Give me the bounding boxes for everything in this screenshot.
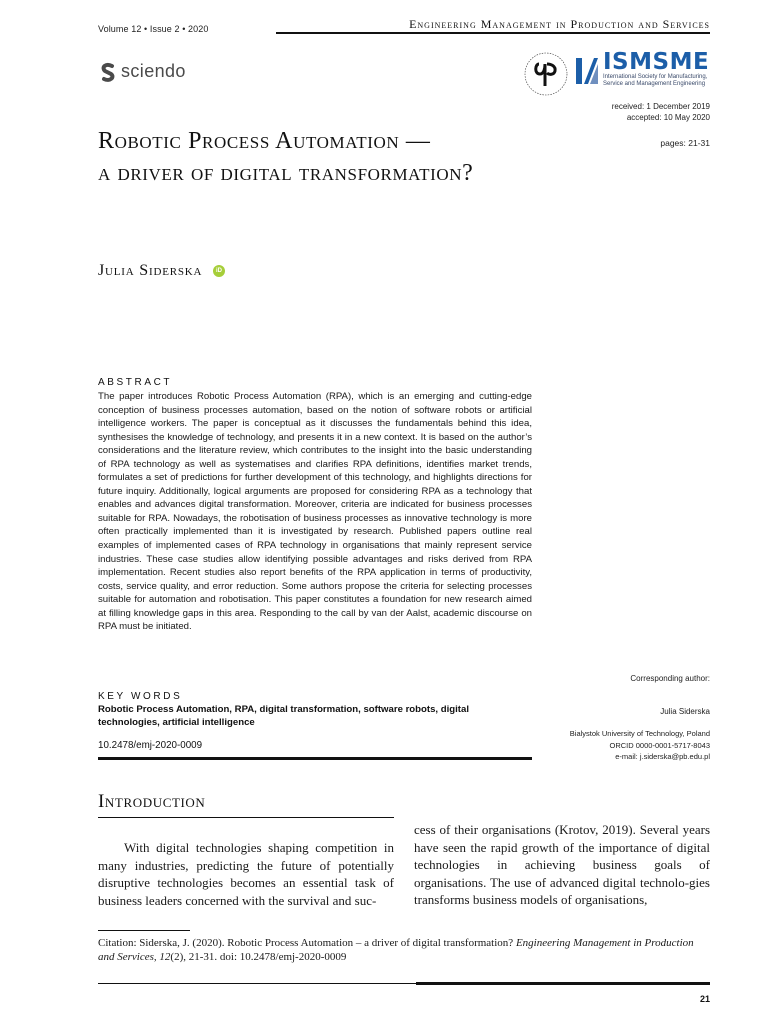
ismsme-logo-icon <box>575 54 599 86</box>
received-date: received: 1 December 2019 <box>611 102 710 111</box>
abstract-heading: ABSTRACT <box>98 377 173 388</box>
orcid-icon[interactable]: iD <box>213 265 225 277</box>
doi-link[interactable]: 10.2478/emj-2020-0009 <box>98 740 203 751</box>
ismsme-subtitle <box>603 74 713 88</box>
citation-suffix: (2), 21-31. doi: 10.2478/emj-2020-0009 <box>170 951 347 963</box>
page-number: 21 <box>699 994 710 1004</box>
keywords-heading: KEY WORDS <box>98 691 183 702</box>
citation-footnote <box>98 936 710 964</box>
page-range: pages: 21-31 <box>660 138 710 148</box>
corresponding-author-name: Julia Siderska <box>660 707 710 716</box>
body-column-right: cess of their organisations (Krotov, 2019). Several years have seen the rapid growth of the importance of digital technologies in achieving business goals of organisations. The use of advanced digital technolo-gies transforms business models of organisations, <box>414 822 710 908</box>
article-title-line-2: a driver of digital transformation? <box>98 160 474 186</box>
volume-issue: Volume 12 • Issue 2 • 2020 <box>98 24 209 34</box>
corresponding-author-label: Corresponding author: <box>630 674 710 683</box>
footnote-rule <box>98 930 190 931</box>
heading-rule <box>98 817 394 818</box>
sciendo-logo-icon <box>98 62 118 82</box>
journal-name: Engineering Management in Production and Services <box>409 17 710 31</box>
abstract-text: The paper introduces Robotic Process Automation (RPA), which is an emerging and cutting-edge conception of business processes automation, based on the notion of software robots or artificial intelligence workers. The paper is conceptual as it discusses the fundamentals behind this idea, synthesises the knowledge of technology, and presents it in a new context. It is based on the author’s considerations and the literature review, which contributes to the insight into the basic understanding of RPA technology as well as systematises and clarifies RPA definitions, identifies market trends, formulates a set of predictions for further development of this technology, and highlights directions for future inquiry. Additionally, logical arguments are proposed for considering RPA as a technology that enables and advances digital transformation. Moreover, criteria are indicated for business processes suitable for RPA. Nowadays, the robotisation of business processes as innovative technology is more often practically implemented than it is investigated by research. Published papers outline real examples of implemented cases of RPA technology in organisations that mainly represent service industries. These case studies allow identifying possible advantages and risks derived from RPA implementation. Recent studies also report benefits of the RPA application in terms of productivity, costs, service quality, and error reduction. Some authors propose the criteria for selecting processes suitable for automation and robotisation. This paper constitutes a foundation for new research aimed at filling knowledge gaps in this area. Responding to the call by van der Aalst, academic discourse on RPA must be initiated. <box>98 391 532 633</box>
keywords-text: Robotic Process Automation, RPA, digital transformation, software robots, digital technologies, artificial intelligence <box>98 704 469 728</box>
introduction-heading: Introduction <box>98 791 206 812</box>
body-column-left: With digital technologies shaping competition in many industries, predicting the future of potentially disruptive technologies becomes an essential task of business leaders concerned with the survival and suc- <box>98 840 394 908</box>
article-title-line-1: Robotic Process Automation — <box>98 128 431 154</box>
footer-rule-thick <box>416 982 710 985</box>
university-seal-icon <box>522 50 570 98</box>
footer-rule <box>98 983 416 984</box>
section-rule <box>98 757 532 760</box>
header-rule <box>276 32 710 34</box>
corresponding-author-email[interactable]: e-mail: j.siderska@pb.edu.pl <box>615 752 710 761</box>
ismsme-subtitle-line: International Society for Manufacturing, <box>603 74 708 80</box>
corresponding-author-affiliation: Bialystok University of Technology, Poland <box>569 729 710 738</box>
citation-prefix: Citation: Siderska, J. (2020). Robotic Process Automation – a driver of digital transformation? <box>98 937 516 949</box>
ismsme-name: ISMSME <box>603 49 710 75</box>
ismsme-subtitle-line: Service and Management Engineering <box>603 81 706 87</box>
author-name: Julia Siderska <box>98 262 203 279</box>
citation-journal: Engineering Management in Production and Services, 12 <box>98 937 694 963</box>
publisher-name: sciendo <box>121 61 186 81</box>
corresponding-author-orcid[interactable]: ORCID 0000-0001-5717-8043 <box>609 741 710 750</box>
accepted-date: accepted: 10 May 2020 <box>626 113 710 122</box>
